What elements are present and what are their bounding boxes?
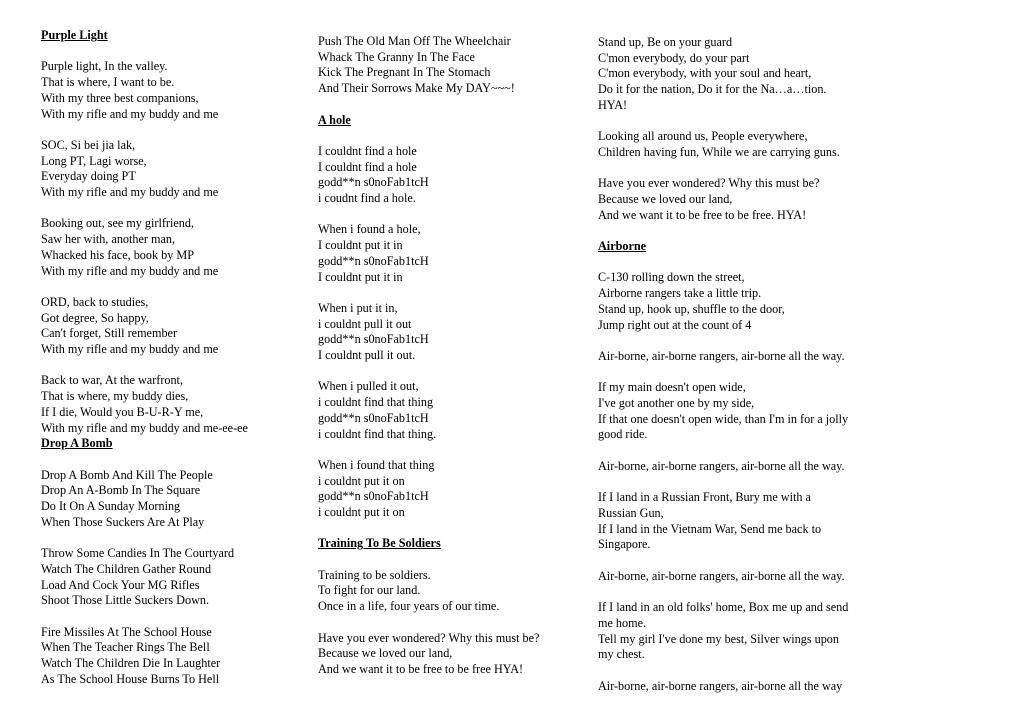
lyric-line: Stand up, Be on your guard xyxy=(598,35,733,49)
column-1 xyxy=(41,28,291,703)
lyric-line: i couldnt put it on xyxy=(318,505,405,519)
lyric-line: To fight for our land. xyxy=(318,583,421,598)
lyric-line: Have you ever wondered? Why this must be? xyxy=(318,630,540,645)
stanza xyxy=(41,59,291,122)
lyric-line: ORD, back to studies, xyxy=(41,294,149,309)
lyric-line: I couldnt put it in xyxy=(318,269,403,284)
lyric-line: Stand up, hook up, shuffle to the door, xyxy=(598,301,785,316)
lyric-line: With my rifle and my buddy and me xyxy=(41,185,219,199)
lyric-line: I couldnt find a hole xyxy=(318,143,417,158)
lyric-line: If I land in a Russian Front, Bury me with a xyxy=(598,490,811,505)
stanza xyxy=(41,546,291,609)
lyric-line: When Those Suckers Are At Play xyxy=(41,514,205,529)
stanza xyxy=(598,490,873,553)
lyric-line: Saw her with, another man, xyxy=(41,232,176,247)
lyric-line: If my main doesn't open wide, xyxy=(598,380,746,395)
lyric-line: i couldnt pull it out xyxy=(318,316,412,331)
lyric-line: Air-borne, air-borne rangers, air-borne all the way. xyxy=(598,458,845,473)
stanza xyxy=(598,349,873,365)
lyric-line: Push The Old Man Off The Wheelchair xyxy=(318,34,511,48)
lyric-line: Can't forget, Still remember xyxy=(41,326,178,341)
section-title-a-hole: A hole xyxy=(318,112,351,127)
stanza xyxy=(598,270,873,333)
stanza xyxy=(41,216,291,279)
lyric-line: C'mon everybody, with your soul and heart, xyxy=(598,66,812,81)
lyric-line: godd**n s0noFab1tcH xyxy=(318,175,429,190)
column-2 xyxy=(318,34,580,693)
lyric-line: With my rifle and my buddy and me xyxy=(41,342,219,356)
stanza xyxy=(41,138,291,201)
lyric-line: Looking all around us, People everywhere, xyxy=(598,129,808,144)
lyric-line: As The School House Burns To Hell xyxy=(41,671,220,686)
lyric-line: I couldnt pull it out. xyxy=(318,348,416,362)
section-title-drop-a-bomb: Drop A Bomb xyxy=(41,436,113,451)
stanza xyxy=(318,568,580,615)
lyric-line: Purple light, In the valley. xyxy=(41,59,168,74)
lyric-line: me home. xyxy=(598,615,647,630)
lyric-line: i couldnt find that thing. xyxy=(318,426,437,441)
lyric-line: Because we loved our land, xyxy=(318,646,453,661)
section-title-airborne: Airborne xyxy=(598,239,647,254)
lyric-line: Long PT, Lagi worse, xyxy=(41,153,147,168)
lyric-line: i coudnt find a hole. xyxy=(318,191,416,205)
lyric-line: godd**n s0noFab1tcH xyxy=(318,489,429,504)
lyric-line: Singapore. xyxy=(598,537,651,552)
lyric-line: godd**n s0noFab1tcH xyxy=(318,253,429,268)
lyric-line: With my rifle and my buddy and me xyxy=(41,106,219,121)
stanza xyxy=(41,625,291,688)
stanza xyxy=(318,379,580,442)
lyric-line: Russian Gun, xyxy=(598,505,664,520)
lyric-line: Everyday doing PT xyxy=(41,169,136,184)
lyric-line: With my rifle and my buddy and me-ee-ee xyxy=(41,420,248,435)
lyric-line: Jump right out at the count of 4 xyxy=(598,317,752,332)
lyric-line: Have you ever wondered? Why this must be? xyxy=(598,176,820,191)
section-title-training: Training To Be Soldiers xyxy=(318,536,441,551)
lyric-line: If I land in the Vietnam War, Send me back to xyxy=(598,521,822,536)
stanza xyxy=(318,631,580,678)
training-continued-stanzas xyxy=(598,35,873,223)
stanza xyxy=(598,569,873,585)
lyric-line: With my three best companions, xyxy=(41,90,199,105)
stanza xyxy=(318,301,580,364)
training-stanzas xyxy=(318,568,580,678)
lyric-line: I couldnt find a hole xyxy=(318,159,417,174)
lyric-line: When i found that thing xyxy=(318,457,435,472)
lyric-line: I've got another one by my side, xyxy=(598,396,755,411)
lyric-line: Training to be soldiers. xyxy=(318,567,431,582)
stanza xyxy=(318,144,580,207)
lyric-line: good ride. xyxy=(598,427,648,442)
lyric-line: When i pulled it out, xyxy=(318,379,419,394)
lyric-line: Drop A Bomb And Kill The People xyxy=(41,467,213,482)
lyric-line: SOC, Si bei jia lak, xyxy=(41,137,136,152)
lyric-line: Air-borne, air-borne rangers, air-borne all the way. xyxy=(598,348,845,363)
stanza xyxy=(598,35,873,114)
lyric-line: Watch The Children Gather Round xyxy=(41,561,212,576)
lyric-line: Fire Missiles At The School House xyxy=(41,624,212,639)
a-hole-stanzas xyxy=(318,144,580,521)
stanza xyxy=(598,129,873,160)
lyric-line: Kick The Pregnant In The Stomach xyxy=(318,65,491,80)
lyric-line: Load And Cock Your MG Rifles xyxy=(41,577,200,592)
lyric-line: That is where, I want to be. xyxy=(41,75,175,90)
lyric-line: Throw Some Candies In The Courtyard xyxy=(41,546,235,561)
lyric-line: And we want it to be free to be free HYA! xyxy=(318,661,524,676)
stanza xyxy=(598,600,873,663)
lyric-line: Shoot Those Little Suckers Down. xyxy=(41,593,210,608)
lyric-line: When i found a hole, xyxy=(318,222,421,237)
lyric-line: Do it for the nation, Do it for the Na…a…tion. xyxy=(598,82,827,97)
lyric-line: And Their Sorrows Make My DAY~~~! xyxy=(318,81,515,96)
lyric-line: Do It On A Sunday Morning xyxy=(41,499,181,513)
stanza xyxy=(41,295,291,358)
lyric-line: Whack The Granny In The Face xyxy=(318,49,475,64)
stanza xyxy=(598,679,873,695)
lyric-line: i couldnt find that thing xyxy=(318,395,434,410)
lyric-line: Children having fun, While we are carrying guns. xyxy=(598,144,840,159)
drop-a-bomb-stanzas xyxy=(41,468,291,688)
stanza xyxy=(41,468,291,531)
stanza xyxy=(318,458,580,521)
lyric-line: And we want it to be free to be free. HYA! xyxy=(598,207,807,222)
lyric-line: That is where, my buddy dies, xyxy=(41,389,189,404)
lyric-line: godd**n s0noFab1tcH xyxy=(318,332,429,347)
lyric-line: Air-borne, air-borne rangers, air-borne all the way xyxy=(598,678,843,693)
lyric-line: HYA! xyxy=(598,97,628,112)
lyric-line: Got degree, So happy, xyxy=(41,310,149,325)
lyric-line: If I land in an old folks' home, Box me up and send xyxy=(598,600,849,615)
lyric-line: Back to war, At the warfront, xyxy=(41,373,183,388)
drop-a-bomb-continued xyxy=(318,34,580,97)
stanza xyxy=(598,459,873,475)
lyric-line: With my rifle and my buddy and me xyxy=(41,263,219,278)
lyric-line: When The Teacher Rings The Bell xyxy=(41,640,210,655)
stanza xyxy=(318,34,580,97)
lyric-line: Whacked his face, book by MP xyxy=(41,247,194,262)
lyric-line: Booking out, see my girlfriend, xyxy=(41,216,194,231)
lyric-line: If I die, Would you B-U-R-Y me, xyxy=(41,404,204,419)
airborne-stanzas xyxy=(598,270,873,694)
lyric-line: Airborne rangers take a little trip. xyxy=(598,286,762,301)
lyric-line: Air-borne, air-borne rangers, air-borne all the way. xyxy=(598,568,845,583)
stanza xyxy=(318,222,580,285)
stanza xyxy=(598,176,873,223)
lyric-line: my chest. xyxy=(598,647,645,662)
lyric-line: Once in a life, four years of our time. xyxy=(318,599,500,614)
lyric-line: Watch The Children Die In Laughter xyxy=(41,656,221,670)
lyric-line: godd**n s0noFab1tcH xyxy=(318,410,429,425)
stanza xyxy=(598,380,873,443)
lyric-line: Because we loved our land, xyxy=(598,192,733,206)
lyric-line: C-130 rolling down the street, xyxy=(598,270,745,285)
lyric-line: When i put it in, xyxy=(318,300,398,315)
lyric-line: i couldnt put it on xyxy=(318,473,405,488)
section-title-purple-light: Purple Light xyxy=(41,28,108,42)
stanza xyxy=(41,373,291,436)
lyric-line: Drop An A-Bomb In The Square xyxy=(41,483,201,498)
purple-light-stanzas xyxy=(41,59,291,436)
lyric-line: I couldnt put it in xyxy=(318,238,403,253)
lyric-line: If that one doesn't open wide, than I'm in for a jolly xyxy=(598,411,849,426)
column-3 xyxy=(598,35,873,710)
lyric-line: C'mon everybody, do your part xyxy=(598,50,750,65)
lyric-line: Tell my girl I've done my best, Silver wings upon xyxy=(598,631,839,646)
